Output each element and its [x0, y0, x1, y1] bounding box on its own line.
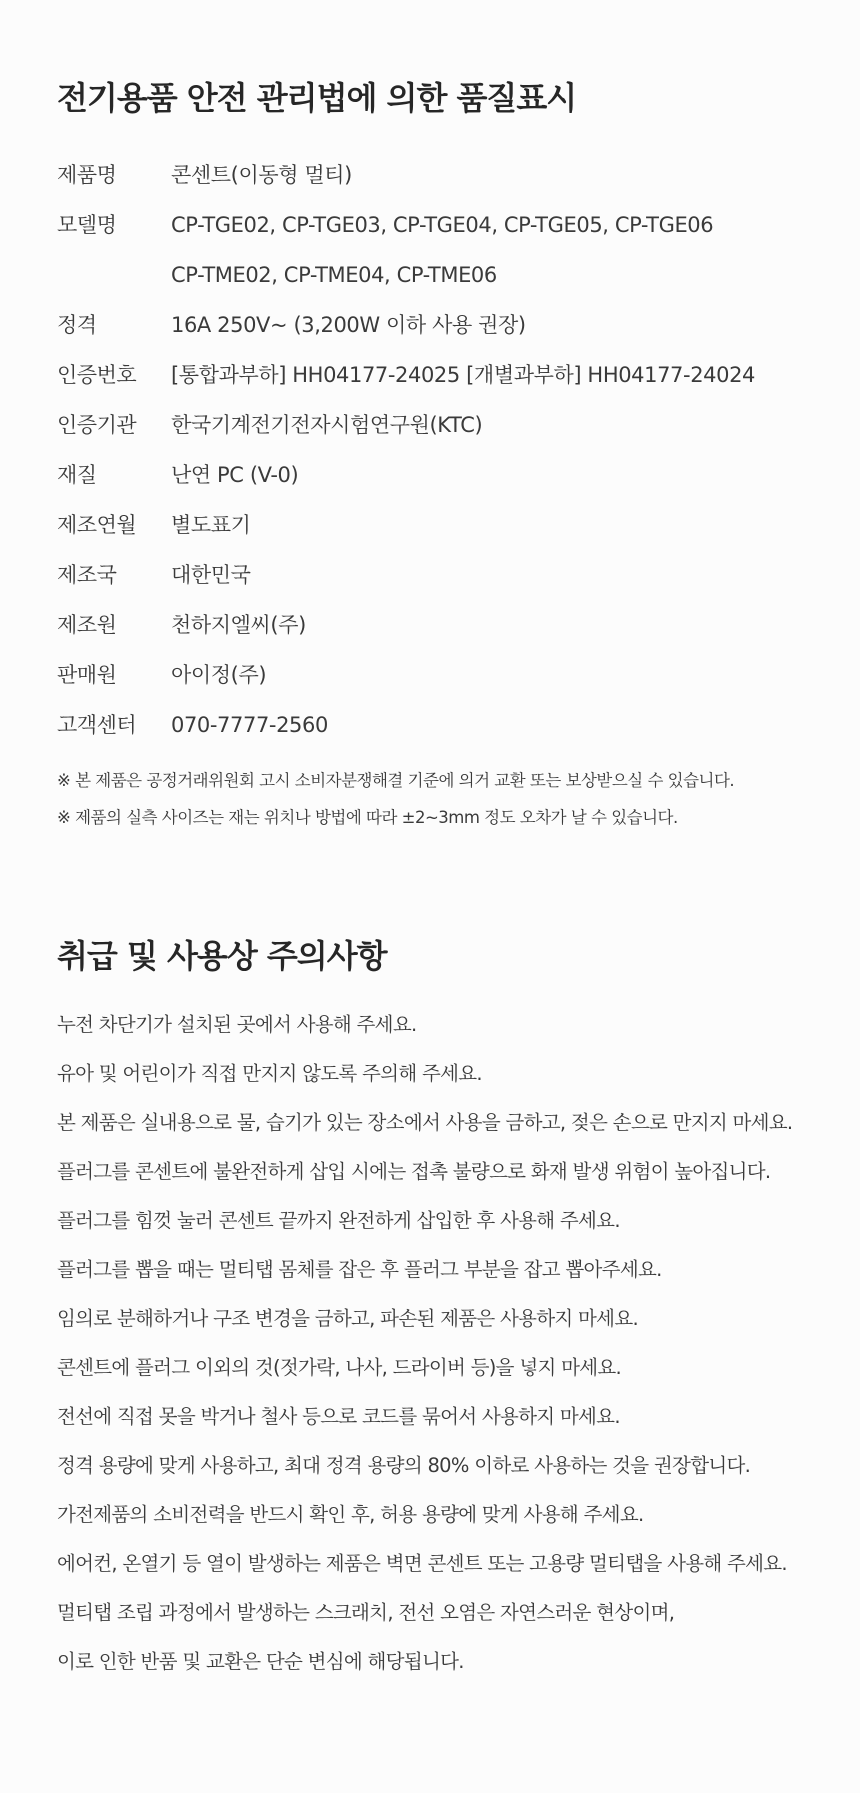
- spec-values: [171, 550, 837, 600]
- spec-value: 대한민국: [171, 563, 251, 587]
- caution-item: 본 제품은 실내용으로 물, 습기가 있는 장소에서 사용을 금하고, 젖은 손으로 만지지 마세요.: [57, 1111, 793, 1134]
- quality-label-title: 전기용품 안전 관리법에 의한 품질표시: [57, 79, 577, 117]
- caution-item: 플러그를 콘센트에 불완전하게 삽입 시에는 접촉 불량으로 화재 발생 위험이 높아집니다.: [57, 1160, 771, 1183]
- caution-item: 정격 용량에 맞게 사용하고, 최대 정격 용량의 80% 이하로 사용하는 것을 권장합니다.: [57, 1454, 751, 1477]
- caution-item: 임의로 분해하거나 구조 변경을 금하고, 파손된 제품은 사용하지 마세요.: [57, 1307, 638, 1330]
- spec-label: 제품명: [57, 163, 117, 187]
- caution-title: 취급 및 사용상 주의사항: [57, 937, 387, 975]
- spec-value: 천하지엘씨(주): [171, 613, 306, 637]
- spec-value: 한국기계전기전자시험연구원(KTC): [171, 413, 483, 437]
- spec-row: [57, 700, 837, 750]
- spec-values: [171, 650, 837, 700]
- spec-values: [171, 450, 837, 500]
- spec-row: [57, 300, 837, 350]
- spec-label: 정격: [57, 313, 97, 337]
- spec-value: [통합과부하] HH04177-24025 [개별과부하] HH04177-24024: [171, 363, 755, 387]
- caution-item: 멀티탭 조립 과정에서 발생하는 스크래치, 전선 오염은 자연스러운 현상이며,: [57, 1601, 675, 1624]
- spec-label: 제조연월: [57, 513, 137, 537]
- note-text: ※ 제품의 실측 사이즈는 재는 위치나 방법에 따라 ±2~3mm 정도 오차가 날 수 있습니다.: [57, 808, 678, 827]
- spec-value: CP-TGE02, CP-TGE03, CP-TGE04, CP-TGE05, CP-TGE06: [171, 213, 714, 237]
- spec-values: [171, 600, 837, 650]
- spec-values: [171, 700, 837, 750]
- spec-value: 난연 PC (V-0): [171, 463, 299, 487]
- caution-item: 플러그를 힘껏 눌러 콘센트 끝까지 완전하게 삽입한 후 사용해 주세요.: [57, 1209, 620, 1232]
- spec-values: [171, 150, 837, 200]
- spec-row: [57, 650, 837, 700]
- spec-row: [57, 350, 837, 400]
- spec-row: [57, 400, 837, 450]
- spec-value: 16A 250V~ (3,200W 이하 사용 권장): [171, 313, 526, 337]
- caution-item: 콘센트에 플러그 이외의 것(젓가락, 나사, 드라이버 등)을 넣지 마세요.: [57, 1356, 621, 1379]
- caution-item: 누전 차단기가 설치된 곳에서 사용해 주세요.: [57, 1013, 417, 1036]
- spec-values: [171, 300, 837, 350]
- spec-label: 모델명: [57, 213, 117, 237]
- caution-item: 유아 및 어린이가 직접 만지지 않도록 주의해 주세요.: [57, 1062, 482, 1085]
- spec-label: 재질: [57, 463, 97, 487]
- spec-row: [57, 550, 837, 600]
- caution-item: 이로 인한 반품 및 교환은 단순 변심에 해당됩니다.: [57, 1650, 464, 1673]
- caution-item: 에어컨, 온열기 등 열이 발생하는 제품은 벽면 콘센트 또는 고용량 멀티탭을 사용해 주세요.: [57, 1552, 787, 1575]
- spec-row: [57, 600, 837, 650]
- spec-values: [171, 200, 837, 300]
- caution-item: 플러그를 뽑을 때는 멀티탭 몸체를 잡은 후 플러그 부분을 잡고 뽑아주세요.: [57, 1258, 662, 1281]
- caution-item: 전선에 직접 못을 박거나 철사 등으로 코드를 묶어서 사용하지 마세요.: [57, 1405, 620, 1428]
- spec-values: [171, 400, 837, 450]
- spec-row: [57, 450, 837, 500]
- spec-row: [57, 150, 837, 200]
- spec-value: 별도표기: [171, 513, 251, 537]
- spec-value: 070-7777-2560: [171, 713, 328, 737]
- spec-value: 콘센트(이동형 멀티): [171, 163, 352, 187]
- spec-label: 인증번호: [57, 363, 137, 387]
- spec-label: 제조국: [57, 563, 117, 587]
- spec-values: [171, 500, 837, 550]
- spec-label: 인증기관: [57, 413, 137, 437]
- spec-values: [171, 350, 837, 400]
- caution-list: [57, 1000, 847, 1686]
- caution-item: 가전제품의 소비전력을 반드시 확인 후, 허용 용량에 맞게 사용해 주세요.: [57, 1503, 644, 1526]
- spec-value: 아이정(주): [171, 663, 267, 687]
- spec-table: [57, 150, 837, 750]
- notes-list: [57, 762, 837, 836]
- note-text: ※ 본 제품은 공정거래위원회 고시 소비자분쟁해결 기준에 의거 교환 또는 보상받으실 수 있습니다.: [57, 771, 735, 790]
- spec-row: [57, 500, 837, 550]
- spec-label: 고객센터: [57, 713, 137, 737]
- spec-label: 제조원: [57, 613, 117, 637]
- spec-label: 판매원: [57, 663, 117, 687]
- spec-row: [57, 200, 837, 300]
- spec-value: CP-TME02, CP-TME04, CP-TME06: [171, 263, 497, 287]
